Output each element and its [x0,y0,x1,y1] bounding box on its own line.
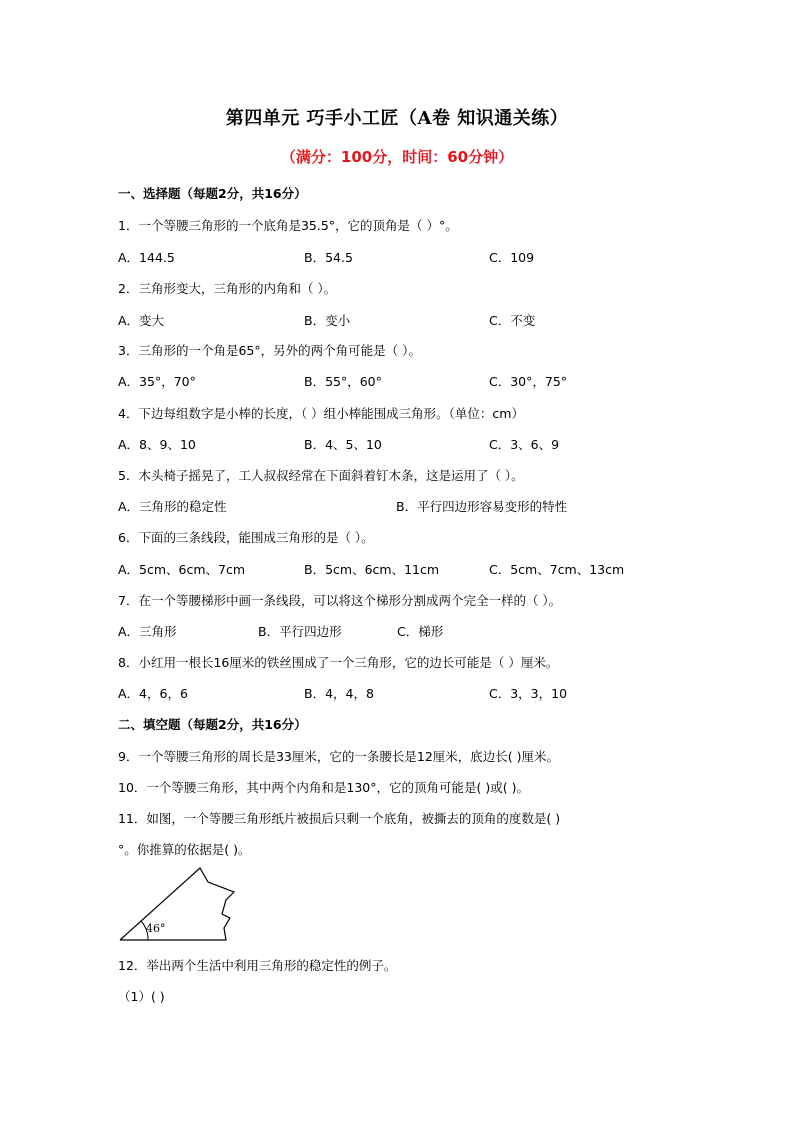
question-6: 6．下面的三条线段，能围成三角形的是（ ）。 [118,530,374,545]
q2-option-c: C．不变 [489,313,536,328]
torn-triangle-outline [120,868,234,940]
question-3: 3．三角形的一个角是65°，另外的两个角可能是（ ）。 [118,343,421,358]
page-subtitle: （满分：100分，时间：60分钟） [280,148,514,166]
q2-option-b: B．变小 [304,313,351,328]
q6-option-b: B．5cm、6cm、11cm [304,562,440,577]
q8-option-c: C．3，3，10 [489,686,568,701]
question-8: 8．小红用一根长16厘米的铁丝围成了一个三角形，它的边长可能是（ ）厘米。 [118,655,559,670]
base-angle-label: 46° [146,922,166,935]
q8-option-a: A．4，6，6 [118,686,188,701]
q3-option-c: C．30°，75° [489,374,568,389]
question-1: 1．一个等腰三角形的一个底角是35.5°，它的顶角是（ ）°。 [118,218,458,233]
section-heading-fill: 二、填空题（每题2分，共16分） [118,717,307,732]
q8-option-b: B．4，4，8 [304,686,374,701]
q7-option-a: A．三角形 [118,624,177,639]
question-5: 5．木头椅子摇晃了，工人叔叔经常在下面斜着钉木条，这是运用了（ ）。 [118,468,524,483]
torn-triangle-figure [116,866,246,946]
q4-option-a: A．8、9、10 [118,437,196,452]
q5-option-b: B．平行四边形容易变形的特性 [396,499,568,514]
question-4: 4．下边每组数字是小棒的长度，（ ）组小棒能围成三角形。（单位：cm） [118,406,524,421]
section-heading-choice: 一、选择题（每题2分，共16分） [118,186,307,201]
q4-option-c: C．3、6、9 [489,437,560,452]
q6-option-c: C．5cm、7cm、13cm [489,562,625,577]
q1-option-c: C．109 [489,250,535,265]
q1-option-b: B．54.5 [304,250,353,265]
question-2: 2．三角形变大，三角形的内角和（ ）。 [118,281,337,296]
q6-option-a: A．5cm、6cm、7cm [118,562,246,577]
question-10: 10．一个等腰三角形，其中两个内角和是130°，它的顶角可能是( )或( )。 [118,780,529,795]
q3-option-b: B．55°，60° [304,374,382,389]
question-7: 7．在一个等腰梯形中画一条线段，可以将这个梯形分割成两个完全一样的（ ）。 [118,593,562,608]
q1-option-a: A．144.5 [118,250,175,265]
question-11-line-1: 11．如图，一个等腰三角形纸片被损后只剩一个底角，被撕去的顶角的度数是( ) [118,811,561,826]
question-9: 9．一个等腰三角形的周长是33厘米，它的一条腰长是12厘米，底边长( )厘米。 [118,749,559,764]
question-12-answer-1: （1）( ) [118,989,165,1004]
q7-option-b: B．平行四边形 [258,624,342,639]
q4-option-b: B．4、5、10 [304,437,382,452]
q7-option-c: C．梯形 [397,624,444,639]
question-11-line-2: °。你推算的依据是( )。 [118,842,251,857]
question-12: 12．举出两个生活中利用三角形的稳定性的例子。 [118,958,397,973]
q5-option-a: A．三角形的稳定性 [118,499,227,514]
page-title: 第四单元 巧手小工匠（A卷 知识通关练） [225,108,569,129]
q2-option-a: A．变大 [118,313,165,328]
q3-option-a: A．35°，70° [118,374,196,389]
